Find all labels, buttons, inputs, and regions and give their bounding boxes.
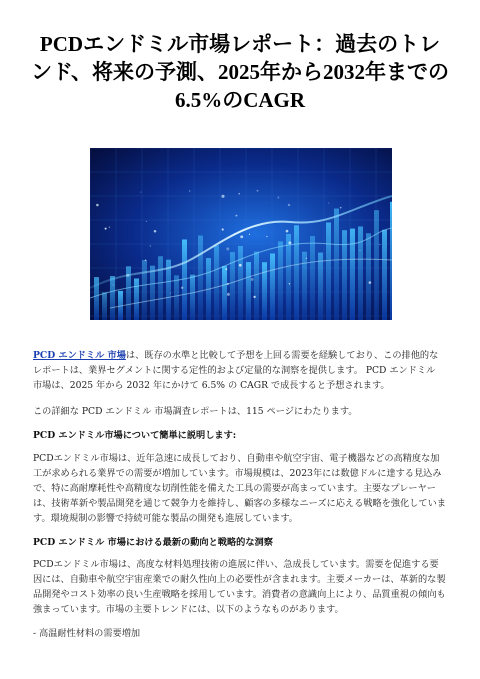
decor-bar bbox=[150, 266, 155, 320]
decor-dot bbox=[288, 241, 291, 244]
decor-dot bbox=[225, 268, 227, 270]
pages-text: この詳細な PCD エンドミル 市場調査レポートは、115 ページにわたります。 bbox=[33, 406, 358, 417]
decor-bar bbox=[142, 260, 147, 320]
decor-bar bbox=[366, 233, 371, 320]
decor-bar bbox=[342, 230, 347, 320]
decor-bar bbox=[270, 253, 275, 320]
decor-dot bbox=[286, 230, 289, 233]
decor-bar bbox=[286, 234, 291, 320]
decor-bar bbox=[214, 245, 219, 320]
decor-dot bbox=[266, 236, 267, 237]
decor-dot bbox=[140, 192, 141, 193]
decor-dot bbox=[234, 233, 235, 234]
decor-dot bbox=[113, 284, 114, 285]
section1-text: PCDエンドミル市場は、近年急速に成長しており、自動車や航空宇宙、電子機器などの高精度な加工が求められる業界での需要が増加しています。市場規模は、2023年には数億ドルに達する見込みで、特に高耐摩耗性や高精度な切削性能を備えた工具の需要が高まっています。主要なプレーヤーは、技術革新や製品開発を通じて競争力を維持し、顧客の多様なニーズに応える戦略を強化しています。環境規制の影響で持続可能な製品の開発も進展しています。 bbox=[33, 453, 446, 524]
decor-dot bbox=[328, 202, 329, 203]
decor-dot bbox=[222, 228, 224, 230]
decor-bar bbox=[294, 225, 299, 320]
decor-bar bbox=[246, 262, 251, 320]
pages-paragraph bbox=[33, 404, 447, 419]
decor-bar bbox=[390, 202, 392, 320]
decor-bar bbox=[262, 262, 267, 320]
decor-dot bbox=[239, 264, 242, 267]
decor-dot bbox=[235, 215, 237, 217]
decor-bar bbox=[350, 229, 355, 320]
section2-heading: PCD エンドミル 市場における最新の動向と戦略的な洞察 bbox=[33, 537, 273, 548]
decor-dot bbox=[289, 283, 291, 285]
decor-dot bbox=[227, 293, 230, 296]
decor-dot bbox=[227, 283, 229, 285]
decor-dot bbox=[257, 190, 259, 192]
decor-bar bbox=[222, 266, 227, 320]
decor-bar bbox=[158, 256, 163, 320]
decor-bar bbox=[110, 276, 115, 320]
decor-bar bbox=[134, 278, 139, 320]
decor-bar bbox=[374, 210, 379, 320]
decor-bar bbox=[382, 230, 387, 320]
decor-bar bbox=[326, 222, 331, 320]
decor-bar bbox=[102, 292, 107, 320]
decor-dot bbox=[288, 204, 290, 206]
decor-bar bbox=[358, 226, 363, 320]
decor-dot bbox=[306, 258, 308, 260]
bullet-item: - 高温耐性材料の需要増加 bbox=[33, 628, 141, 639]
decor-dot bbox=[251, 278, 254, 281]
decor-bar bbox=[238, 246, 243, 320]
decor-bar bbox=[334, 209, 339, 320]
decor-bar bbox=[174, 275, 179, 320]
intro-paragraph bbox=[33, 348, 447, 393]
decor-dot bbox=[145, 260, 147, 262]
page-title: PCDエンドミル市場レポート：過去のトレンド、将来の予測、2025年から2032年までの6.5%のCAGR bbox=[30, 32, 450, 112]
decor-dot bbox=[189, 190, 190, 191]
decor-dot bbox=[105, 228, 107, 230]
decor-dot bbox=[96, 204, 99, 207]
decor-dot bbox=[340, 207, 342, 209]
decor-bar bbox=[318, 253, 323, 320]
decor-dot bbox=[126, 274, 129, 277]
intro-text: は、既存の水準と比較して予想を上回る需要を経験しており、この排他的なレポートは、業界セグメントに関する定性的および定量的な洞察を提供します。 PCD エンドミル 市場は、2025 年から 2032 年にかけて 6.5% の CAGR で成長すると予想されます。 bbox=[33, 350, 439, 391]
decor-dot bbox=[249, 234, 250, 235]
decor-dot bbox=[154, 230, 157, 233]
decor-bar bbox=[310, 236, 315, 320]
market-link[interactable]: PCD エンドミル 市場 bbox=[33, 350, 126, 361]
decor-dot bbox=[146, 221, 147, 222]
decor-bar bbox=[190, 275, 195, 320]
section1-heading: PCD エンドミル市場について簡単に説明します: bbox=[33, 430, 237, 441]
data-chart-illustration bbox=[90, 148, 392, 320]
decor-dot bbox=[226, 247, 229, 250]
decor-dot bbox=[150, 245, 152, 247]
hero-image bbox=[90, 148, 392, 320]
decor-dot bbox=[238, 193, 240, 195]
section2-paragraph bbox=[33, 557, 447, 617]
decor-dot bbox=[221, 195, 224, 198]
decor-dot bbox=[170, 293, 171, 294]
decor-bar bbox=[182, 239, 187, 320]
decor-dot bbox=[109, 226, 111, 228]
decor-dot bbox=[253, 296, 255, 298]
decor-dot bbox=[181, 287, 183, 289]
section2-text: PCDエンドミル市場は、高度な材料処理技術の進展に伴い、急成長しています。需要を促進する要因には、自動車や航空宇宙産業での耐久性向上の必要性が含まれます。主要メーカーは、革新的な製品開発やコスト効率の良い生産戦略を採用しています。消費者の意識向上により、品質重視の傾向も強まっています。市場の主要トレンドには、以下のようなものがあります。 bbox=[33, 559, 446, 615]
decor-dot bbox=[240, 235, 243, 238]
decor-dot bbox=[379, 244, 380, 245]
decor-bar bbox=[254, 252, 259, 320]
section1-paragraph bbox=[33, 451, 447, 526]
decor-dot bbox=[359, 250, 360, 251]
decor-dot bbox=[369, 281, 372, 284]
decor-bar bbox=[278, 241, 283, 320]
decor-bar bbox=[198, 236, 203, 320]
decor-bar bbox=[302, 252, 307, 320]
decor-dot bbox=[277, 197, 279, 199]
